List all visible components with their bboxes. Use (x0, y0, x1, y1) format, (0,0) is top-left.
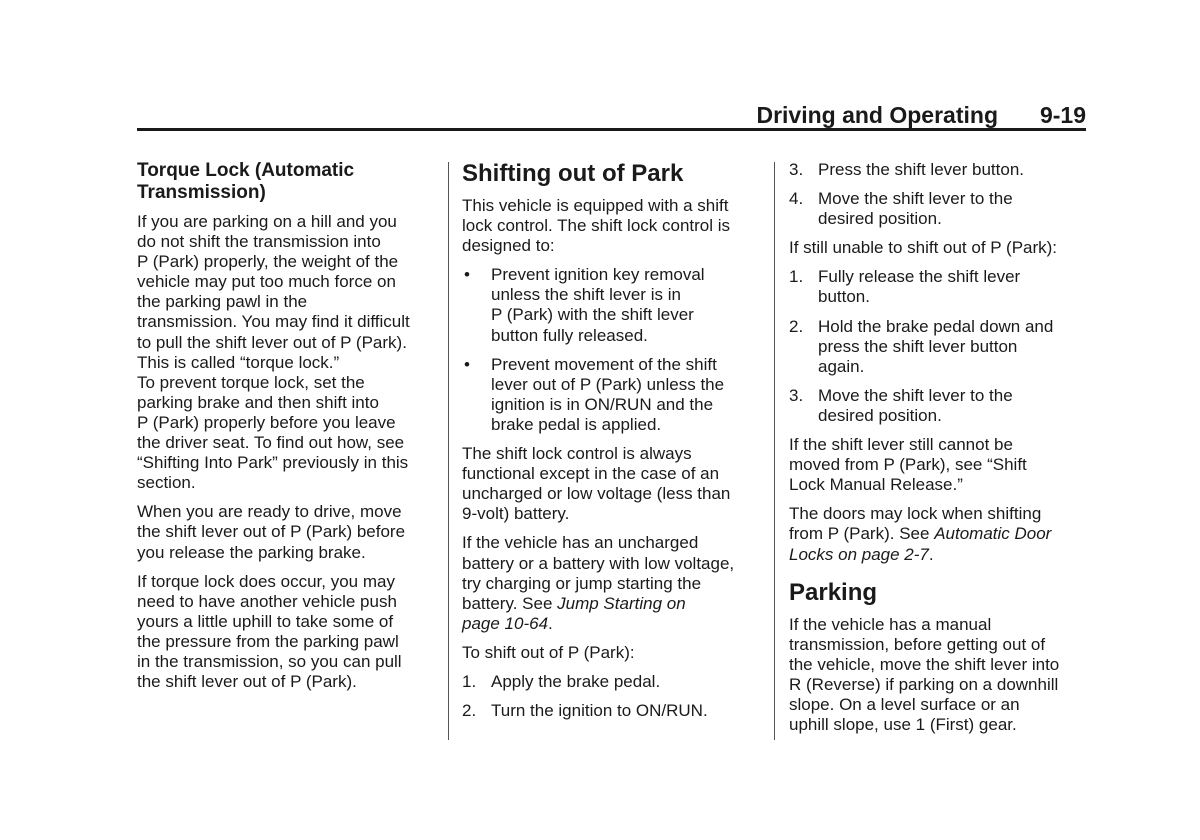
step-number: 2. (789, 316, 804, 336)
shift-lock-always-paragraph: The shift lock control is always functional except in the case of an uncharged or low voltage (less than 9-volt) battery. (462, 444, 731, 524)
bullet-marker: • (464, 354, 470, 374)
torque-lock-occurs-paragraph: If torque lock does occur, you may need to have another vehicle push yours a little uphill to take some of the pressure from the parking pawl in the transmission, so you can pull the shift lever out of P (Park). (137, 571, 402, 692)
column-divider-right (774, 162, 775, 740)
column-divider-left (448, 162, 449, 740)
shift-lever-still-paragraph: If the shift lever still cannot be moved from P (Park), see “Shift Lock Manual Release.” (789, 435, 1027, 495)
shifting-out-of-park-heading: Shifting out of Park (462, 160, 684, 187)
torque-lock-paragraph: If you are parking on a hill and you do not shift the transmission into P (Park) properly, the weight of the vehicle may put too much force on the parking pawl in the transmission. You may find it difficult to pull the shift lever out of P (Park). This is called “torque lock.” (137, 212, 410, 372)
ready-to-drive-paragraph: When you are ready to drive, move the shift lever out of P (Park) before you release the parking brake. (137, 502, 406, 562)
step-item: 4. Move the shift lever to the desired position. (789, 189, 1013, 229)
step-number: 3. (789, 385, 804, 405)
step-number: 2. (462, 701, 477, 721)
step-item: 3. Move the shift lever to the desired position. (789, 385, 1013, 425)
parking-heading: Parking (789, 578, 878, 606)
step-number: 3. (789, 160, 804, 179)
header-page-number: 9-19 (1039, 102, 1086, 128)
header-section-title: Driving and Operating (756, 102, 998, 128)
door-locks-page-reference: Locks on page 2-7 (789, 544, 929, 564)
bullet-marker: • (464, 265, 470, 285)
still-unable-paragraph: If still unable to shift out of P (Park): (789, 238, 1058, 258)
parking-paragraph: If the vehicle has a manual transmission, before getting out of the vehicle, move the shift lever into R (Reverse) if parking on a downhill slope. On a level surface or an uphill slope, use 1 (First) gear. (789, 614, 1060, 735)
step-item: 2. Turn the ignition to ON/RUN. (462, 701, 708, 721)
column-1 (137, 160, 437, 701)
step-number: 1. (462, 671, 477, 691)
header-rule (137, 128, 1086, 131)
shift-lock-intro-paragraph: This vehicle is equipped with a shift lock control. The shift lock control is designed to: (462, 196, 731, 256)
step-number: 1. (789, 267, 804, 287)
jump-starting-page-reference: page 10-64 (462, 613, 549, 633)
step-item: 1. Apply the brake pedal. (462, 671, 661, 691)
torque-lock-heading: Torque Lock (Automatic Transmission) (137, 160, 355, 203)
step-item: 3. Press the shift lever button. (789, 160, 1024, 179)
to-shift-out-paragraph: To shift out of P (Park): (462, 642, 635, 662)
bullet-item: • Prevent movement of the shift lever out of P (Park) unless the ignition is in ON/RUN and the brake pedal is applied. (464, 354, 725, 434)
uncharged-battery-paragraph: If the vehicle has an uncharged battery or a battery with low voltage, try charging or jump starting the battery. See Jump Starting on page 10-64. (462, 533, 735, 633)
column-2 (462, 160, 762, 730)
jump-starting-reference: Jump Starting on (557, 593, 686, 613)
step-number: 4. (789, 189, 804, 209)
column-3 (789, 160, 1089, 744)
doors-may-lock-paragraph: The doors may lock when shifting from P (Park). See Automatic Door Locks on page 2-7. (789, 504, 1052, 564)
step-item: 2. Hold the brake pedal down and press the shift lever button again. (789, 316, 1054, 376)
bullet-item: • Prevent ignition key removal unless the shift lever is in P (Park) with the shift lever button fully released. (464, 265, 705, 345)
page-header (137, 100, 1086, 130)
automatic-door-locks-reference: Automatic Door (934, 524, 1052, 544)
prevent-torque-lock-paragraph: To prevent torque lock, set the parking brake and then shift into P (Park) properly before you leave the driver seat. To find out how, see “Shifting Into Park” previously in this section. (137, 372, 409, 493)
step-item: 1. Fully release the shift lever button. (789, 267, 1021, 307)
